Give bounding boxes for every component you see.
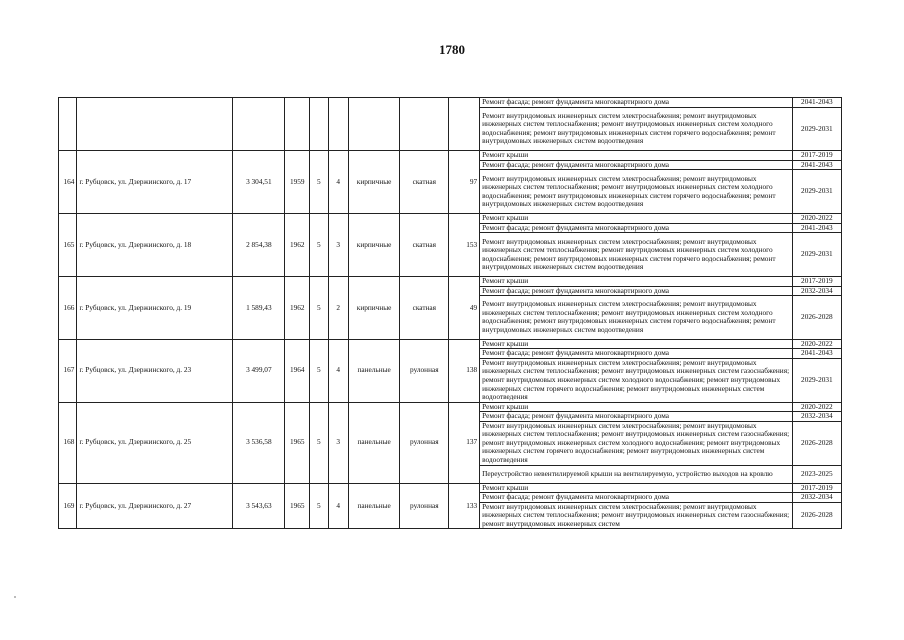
walls-cell: кирпичные (348, 151, 399, 214)
row-number: 168 (59, 402, 77, 483)
work-description: Ремонт внутридомовых инженерных систем электроснабжения; ремонт внутридомовых инженерных систем теплоснабжения; ремонт внутридомовых инженерных систем газоснабжения; ремонт внутридомовых инженерных систем (480, 502, 793, 529)
floors-cell: 5 (310, 276, 328, 339)
floors-cell: 5 (310, 483, 328, 529)
entrances-cell: 4 (328, 339, 348, 402)
year-cell: 1965 (285, 402, 310, 483)
work-description: Ремонт фасада; ремонт фундамента многоквартирного дома (480, 223, 793, 233)
work-description: Ремонт крыши (480, 483, 793, 493)
work-description: Ремонт фасада; ремонт фундамента многоквартирного дома (480, 160, 793, 170)
work-period: 2032-2034 (792, 412, 841, 422)
table-body (59, 98, 842, 529)
scan-speck (14, 596, 16, 598)
work-period: 2029-2031 (792, 233, 841, 277)
floors-cell: 5 (310, 214, 328, 277)
table-row (59, 402, 842, 412)
work-period: 2029-2031 (792, 358, 841, 402)
address-cell: г. Рубцовск, ул. Дзержинского, д. 27 (77, 483, 233, 529)
work-period: 2041-2043 (792, 349, 841, 359)
work-period: 2017-2019 (792, 151, 841, 161)
area-cell: 3 499,07 (233, 339, 285, 402)
walls-cell: кирпичные (348, 214, 399, 277)
roof-cell: рулонная (400, 483, 449, 529)
walls-cell: кирпичные (348, 276, 399, 339)
apartments-cell: 49 (449, 276, 480, 339)
walls-cell (348, 98, 399, 151)
work-description: Ремонт крыши (480, 402, 793, 412)
row-number: 167 (59, 339, 77, 402)
work-period: 2023-2025 (792, 465, 841, 483)
area-cell: 3 536,58 (233, 402, 285, 483)
entrances-cell: 3 (328, 402, 348, 483)
work-description: Переустройство невентилируемой крыши на вентилируемую, устройство выходов на кровлю (480, 465, 793, 483)
year-cell: 1964 (285, 339, 310, 402)
row-number: 169 (59, 483, 77, 529)
floors-cell (310, 98, 328, 151)
roof-cell: рулонная (400, 339, 449, 402)
address-cell (77, 98, 233, 151)
area-cell: 3 543,63 (233, 483, 285, 529)
work-description: Ремонт крыши (480, 214, 793, 224)
work-period: 2029-2031 (792, 170, 841, 214)
row-number: 166 (59, 276, 77, 339)
work-description: Ремонт фасада; ремонт фундамента многоквартирного дома (480, 286, 793, 296)
entrances-cell: 4 (328, 151, 348, 214)
work-description: Ремонт фасада; ремонт фундамента многоквартирного дома (480, 412, 793, 422)
work-period: 2041-2043 (792, 98, 841, 108)
work-description: Ремонт внутридомовых инженерных систем электроснабжения; ремонт внутридомовых инженерных систем теплоснабжения; ремонт внутридомовых инженерных систем холодного водоснабжения; ремонт внутридомовых инженерных систем горячего водоснабжения; ремонт внутридомовых инженерных систем водоотведения (480, 233, 793, 277)
year-cell: 1965 (285, 483, 310, 529)
apartments-cell: 97 (449, 151, 480, 214)
roof-cell: рулонная (400, 402, 449, 483)
table-row (59, 339, 842, 349)
row-number (59, 98, 77, 151)
address-cell: г. Рубцовск, ул. Дзержинского, д. 19 (77, 276, 233, 339)
row-number: 164 (59, 151, 77, 214)
roof-cell: скатная (400, 276, 449, 339)
work-period: 2041-2043 (792, 223, 841, 233)
roof-cell: скатная (400, 151, 449, 214)
work-period: 2017-2019 (792, 276, 841, 286)
apartments-cell: 138 (449, 339, 480, 402)
floors-cell: 5 (310, 339, 328, 402)
area-cell: 1 589,43 (233, 276, 285, 339)
apartments-cell (449, 98, 480, 151)
row-number: 165 (59, 214, 77, 277)
work-period: 2029-2031 (792, 107, 841, 151)
table-row (59, 98, 842, 108)
area-cell: 2 854,38 (233, 214, 285, 277)
work-description: Ремонт фасада; ремонт фундамента многоквартирного дома (480, 349, 793, 359)
work-period: 2020-2022 (792, 339, 841, 349)
housing-register-table (58, 97, 842, 529)
address-cell: г. Рубцовск, ул. Дзержинского, д. 23 (77, 339, 233, 402)
area-cell (233, 98, 285, 151)
year-cell: 1962 (285, 214, 310, 277)
work-description: Ремонт крыши (480, 339, 793, 349)
table-row (59, 214, 842, 224)
work-description: Ремонт внутридомовых инженерных систем электроснабжения; ремонт внутридомовых инженерных систем теплоснабжения; ремонт внутридомовых инженерных систем газоснабжения; ремонт внутридомовых инженерных систем холодного водоснабжения; ремонт внутридомовых инженерных систем горячего водоснабжения; ремонт внутридомовых инженерных систем водоотведения (480, 421, 793, 465)
year-cell (285, 98, 310, 151)
floors-cell: 5 (310, 402, 328, 483)
year-cell: 1962 (285, 276, 310, 339)
address-cell: г. Рубцовск, ул. Дзержинского, д. 18 (77, 214, 233, 277)
roof-cell: скатная (400, 214, 449, 277)
work-period: 2026-2028 (792, 421, 841, 465)
apartments-cell: 153 (449, 214, 480, 277)
work-description: Ремонт крыши (480, 276, 793, 286)
work-description: Ремонт фасада; ремонт фундамента многоквартирного дома (480, 493, 793, 503)
floors-cell: 5 (310, 151, 328, 214)
work-period: 2017-2019 (792, 483, 841, 493)
walls-cell: панельные (348, 402, 399, 483)
table-row (59, 151, 842, 161)
apartments-cell: 137 (449, 402, 480, 483)
roof-cell (400, 98, 449, 151)
work-period: 2026-2028 (792, 502, 841, 529)
address-cell: г. Рубцовск, ул. Дзержинского, д. 17 (77, 151, 233, 214)
walls-cell: панельные (348, 483, 399, 529)
work-description: Ремонт внутридомовых инженерных систем электроснабжения; ремонт внутридомовых инженерных систем теплоснабжения; ремонт внутридомовых инженерных систем холодного водоснабжения; ремонт внутридомовых инженерных систем горячего водоснабжения; ремонт внутридомовых инженерных систем водоотведения (480, 107, 793, 151)
entrances-cell: 3 (328, 214, 348, 277)
work-period: 2026-2028 (792, 296, 841, 340)
work-description: Ремонт внутридомовых инженерных систем электроснабжения; ремонт внутридомовых инженерных систем теплоснабжения; ремонт внутридомовых инженерных систем холодного водоснабжения; ремонт внутридомовых инженерных систем горячего водоснабжения; ремонт внутридомовых инженерных систем водоотведения (480, 170, 793, 214)
address-cell: г. Рубцовск, ул. Дзержинского, д. 25 (77, 402, 233, 483)
work-description: Ремонт фасада; ремонт фундамента многоквартирного дома (480, 98, 793, 108)
page-number: 1780 (439, 42, 465, 57)
work-period: 2020-2022 (792, 402, 841, 412)
work-period: 2032-2034 (792, 286, 841, 296)
work-description: Ремонт внутридомовых инженерных систем электроснабжения; ремонт внутридомовых инженерных систем теплоснабжения; ремонт внутридомовых инженерных систем газоснабжения; ремонт внутридомовых инженерных систем холодного водоснабжения; ремонт внутридомовых инженерных систем горячего водоснабжения; ремонт внутридомовых инженерных систем водоотведения (480, 358, 793, 402)
table-row (59, 276, 842, 286)
table-row (59, 483, 842, 493)
work-period: 2032-2034 (792, 493, 841, 503)
year-cell: 1959 (285, 151, 310, 214)
entrances-cell: 4 (328, 483, 348, 529)
work-description: Ремонт крыши (480, 151, 793, 161)
walls-cell: панельные (348, 339, 399, 402)
entrances-cell: 2 (328, 276, 348, 339)
entrances-cell (328, 98, 348, 151)
work-period: 2041-2043 (792, 160, 841, 170)
area-cell: 3 304,51 (233, 151, 285, 214)
apartments-cell: 133 (449, 483, 480, 529)
work-description: Ремонт внутридомовых инженерных систем электроснабжения; ремонт внутридомовых инженерных систем теплоснабжения; ремонт внутридомовых инженерных систем холодного водоснабжения; ремонт внутридомовых инженерных систем горячего водоснабжения; ремонт внутридомовых инженерных систем водоотведения (480, 296, 793, 340)
work-period: 2020-2022 (792, 214, 841, 224)
